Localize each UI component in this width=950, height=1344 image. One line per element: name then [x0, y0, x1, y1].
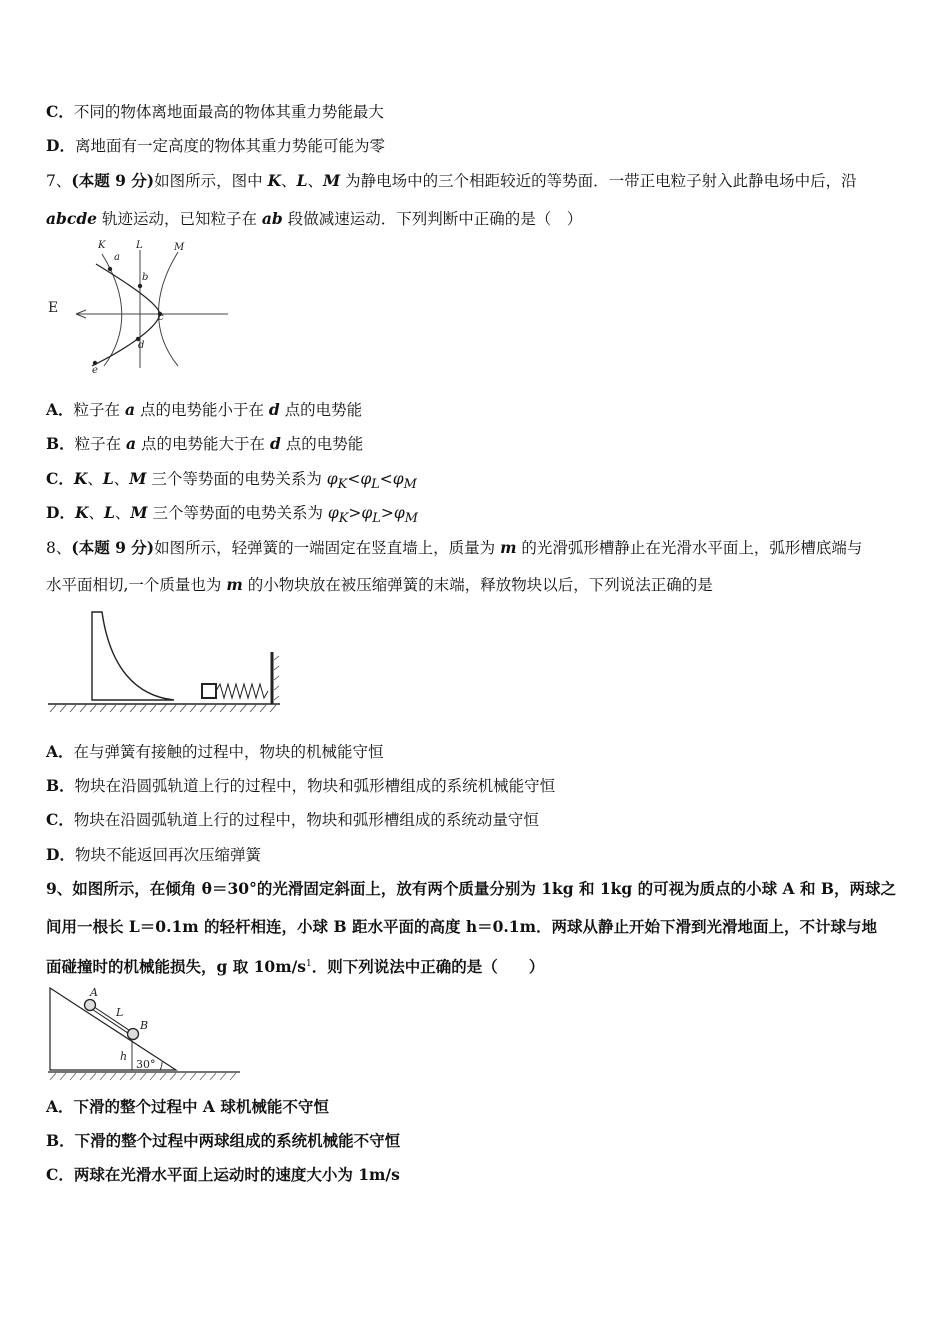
q9-option-c: C．两球在光滑水平面上运动时的速度大小为 1m/s: [46, 1165, 400, 1184]
q7-option-b: B．粒子在 a 点的电势能大于在 d 点的电势能: [46, 434, 364, 453]
q7-option-c: C．K、L、M 三个等势面的电势关系为 $\varphi_K<\varphi_L<\varphi_M$: [46, 469, 417, 493]
q8-spring-figure: [44, 604, 284, 716]
label-e-field: E: [48, 300, 59, 316]
q9-option-a: A．下滑的整个过程中 A 球机械能不守恒: [46, 1097, 329, 1116]
equipotential-m: [159, 252, 179, 366]
q6-option-d: D．离地面有一定高度的物体其重力势能可能为零: [46, 136, 385, 155]
label-b: B: [140, 1019, 149, 1032]
q8-option-d: D．物块不能返回再次压缩弹簧: [46, 845, 261, 864]
q9-stem-line3: 面碰撞时的机械能损失，g 取 $10m/s^1$．则下列说法中正确的是（ ）: [46, 957, 545, 977]
q6-option-c: C．不同的物体离地面最高的物体其重力势能最大: [46, 102, 384, 121]
q8-option-c: C．物块在沿圆弧轨道上行的过程中，物块和弧形槽组成的系统动量守恒: [46, 810, 539, 829]
q7-option-a: A．粒子在 a 点的电势能小于在 d 点的电势能: [46, 400, 363, 419]
ball-a: [85, 1000, 96, 1011]
q9-stem-line1: 9、如图所示，在倾角 θ＝30°的光滑固定斜面上，放有两个质量分别为 1kg 和 1kg 的可视为质点的小球 A 和 B，两球之: [46, 879, 896, 898]
ball-b: [128, 1029, 139, 1040]
label-angle: 30°: [136, 1058, 156, 1071]
q9-stem-line2: 间用一根长 L＝0.1m 的轻杆相连，小球 B 距水平面的高度 h＝0.1m．两球从静止开始下滑到光滑地面上，不计球与地: [46, 917, 877, 936]
q7-stem-line1: 7、(本题 9 分)如图所示，图中 K、L、M 为静电场中的三个相距较近的等势面．一带正电粒子射入此静电场中后，沿: [46, 171, 857, 190]
label-m: M: [174, 242, 185, 253]
q9-option-b: B．下滑的整个过程中两球组成的系统机械能不守恒: [46, 1131, 401, 1150]
label-l: L: [136, 240, 143, 251]
q7-stem-line2: abcde 轨迹运动，已知粒子在 ab 段做减速运动．下列判断中正确的是（ ）: [46, 209, 583, 228]
label-l: L: [116, 1006, 124, 1019]
label-d: d: [138, 340, 145, 351]
equipotential-k: [102, 254, 122, 366]
arc-groove: [92, 612, 174, 700]
label-h: h: [120, 1050, 128, 1063]
point-a: [108, 267, 112, 271]
q8-stem-line1: 8、(本题 9 分)如图所示，轻弹簧的一端固定在竖直墙上，质量为 m 的光滑弧形槽静止在光滑水平面上，弧形槽底端与: [46, 538, 863, 557]
q7-option-d: D．K、L、M 三个等势面的电势关系为 $\varphi_K>\varphi_L>\varphi_M$: [46, 503, 418, 527]
particle-trajectory: [92, 264, 160, 366]
label-a: A: [90, 986, 98, 999]
incline: [50, 988, 176, 1070]
label-k: K: [98, 240, 106, 251]
small-block: [202, 684, 216, 698]
q8-option-b: B．物块在沿圆弧轨道上行的过程中，物块和弧形槽组成的系统机械能守恒: [46, 776, 556, 795]
q9-incline-figure: [44, 984, 244, 1082]
angle-arc: [160, 1062, 162, 1070]
q7-field-figure: [40, 236, 240, 376]
label-b: b: [142, 272, 149, 283]
ground-hatching: [50, 1073, 236, 1080]
label-c: c: [158, 312, 164, 323]
q8-stem-line2: 水平面相切,一个质量也为 m 的小物块放在被压缩弹簧的末端，释放物块以后，下列说法正确的是: [46, 575, 713, 594]
label-e: e: [92, 365, 98, 376]
spring: [216, 684, 268, 698]
q8-option-a: A．在与弹簧有接触的过程中，物块的机械能守恒: [46, 742, 384, 761]
label-a: a: [114, 252, 120, 263]
point-b: [138, 284, 142, 288]
